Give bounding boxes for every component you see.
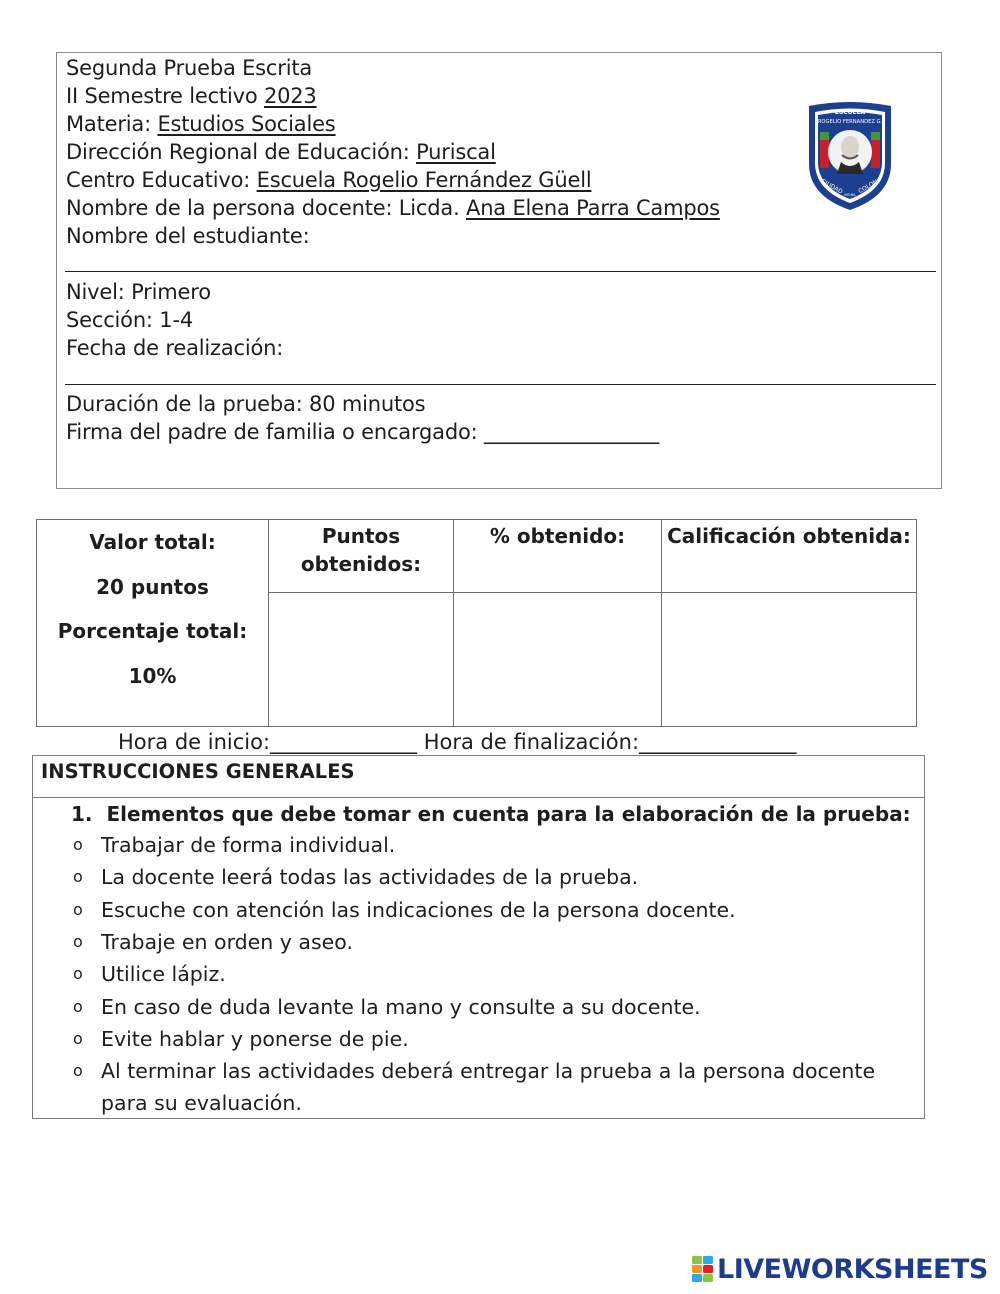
instructions-title: INSTRUCCIONES GENERALES: [41, 760, 355, 783]
bullet-icon: o: [73, 1061, 83, 1080]
level-line: Nivel: Primero: [66, 280, 211, 304]
exam-title: Segunda Prueba Escrita: [66, 56, 313, 80]
instruction-item-heading: 1. Elementos que debe tomar en cuenta para la elaboración de la prueba:: [71, 802, 911, 826]
total-percent-label: Porcentaje total:: [57, 619, 248, 643]
bullet-icon: o: [73, 1029, 83, 1048]
liveworksheets-logo[interactable]: [692, 1252, 988, 1286]
teacher-line: Nombre de la persona docente: Licda. Ana Elena Parra Campos: [66, 196, 720, 220]
signature-line[interactable]: Firma del padre de familia o encargado: _________________: [66, 420, 660, 444]
school-crest-logo: [805, 100, 895, 212]
crest-text-arc: ROGELIO FERNANDEZ G.: [817, 119, 883, 125]
liveworksheets-icon: [692, 1256, 714, 1282]
instructions-box: [32, 755, 925, 1119]
grade-cell[interactable]: [662, 593, 917, 727]
percent-cell[interactable]: [454, 593, 662, 727]
list-item: Evite hablar y ponerse de pie.: [101, 1027, 409, 1051]
date-line[interactable]: [65, 384, 936, 385]
crest-text-right: COLON: [857, 178, 880, 196]
liveworksheets-text: LIVEWORKSHEETS: [717, 1253, 988, 1285]
total-value: 20 puntos: [96, 574, 209, 599]
duration-line: Duración de la prueba: 80 minutos: [66, 392, 426, 416]
points-cell[interactable]: [269, 593, 454, 727]
total-value-cell: [37, 520, 269, 727]
score-table: [36, 519, 917, 727]
list-item: La docente leerá todas las actividades de la prueba.: [101, 865, 639, 889]
bullet-icon: o: [73, 867, 83, 886]
total-value-label: Valor total:: [89, 530, 216, 554]
student-name-line[interactable]: [65, 271, 936, 272]
bullet-icon: o: [73, 964, 83, 983]
bullet-icon: o: [73, 900, 83, 919]
bullet-icon: o: [73, 835, 83, 854]
crest-text-left: CIUDAD: [819, 177, 844, 196]
bullet-icon: o: [73, 997, 83, 1016]
section-line: Sección: 1-4: [66, 308, 193, 332]
percent-header: % obtenido:: [454, 520, 662, 593]
student-name-label: Nombre del estudiante:: [66, 224, 310, 248]
subject-line: Materia: Estudios Sociales: [66, 112, 336, 136]
list-item: En caso de duda levante la mano y consulte a su docente.: [101, 995, 701, 1019]
list-item: Trabaje en orden y aseo.: [101, 930, 353, 954]
list-item: Trabajar de forma individual.: [101, 833, 396, 857]
semester-line: II Semestre lectivo 2023: [66, 84, 317, 108]
bullet-icon: o: [73, 932, 83, 951]
time-line[interactable]: [118, 729, 797, 755]
start-time-field[interactable]: Hora de inicio:______________: [118, 730, 418, 754]
instructions-divider: [33, 797, 924, 798]
list-item: Al terminar las actividades deberá entregar la prueba a la persona docente para su evaluación.: [101, 1059, 876, 1116]
date-label: Fecha de realización:: [66, 336, 284, 360]
crest-text-center: MORA: [844, 192, 856, 197]
points-header: Puntos obtenidos:: [269, 520, 454, 593]
grade-header: Calificación obtenida:: [662, 520, 917, 593]
total-percent: 10%: [128, 663, 177, 688]
list-item: Escuche con atención las indicaciones de la persona docente.: [101, 898, 736, 922]
list-item: Utilice lápiz.: [101, 962, 226, 986]
school-line: Centro Educativo: Escuela Rogelio Fernández Güell: [66, 168, 592, 192]
end-time-field[interactable]: Hora de finalización:_______________: [423, 730, 797, 754]
crest-text-top: ESCUELA: [834, 109, 866, 116]
region-line: Dirección Regional de Educación: Puriscal: [66, 140, 496, 164]
